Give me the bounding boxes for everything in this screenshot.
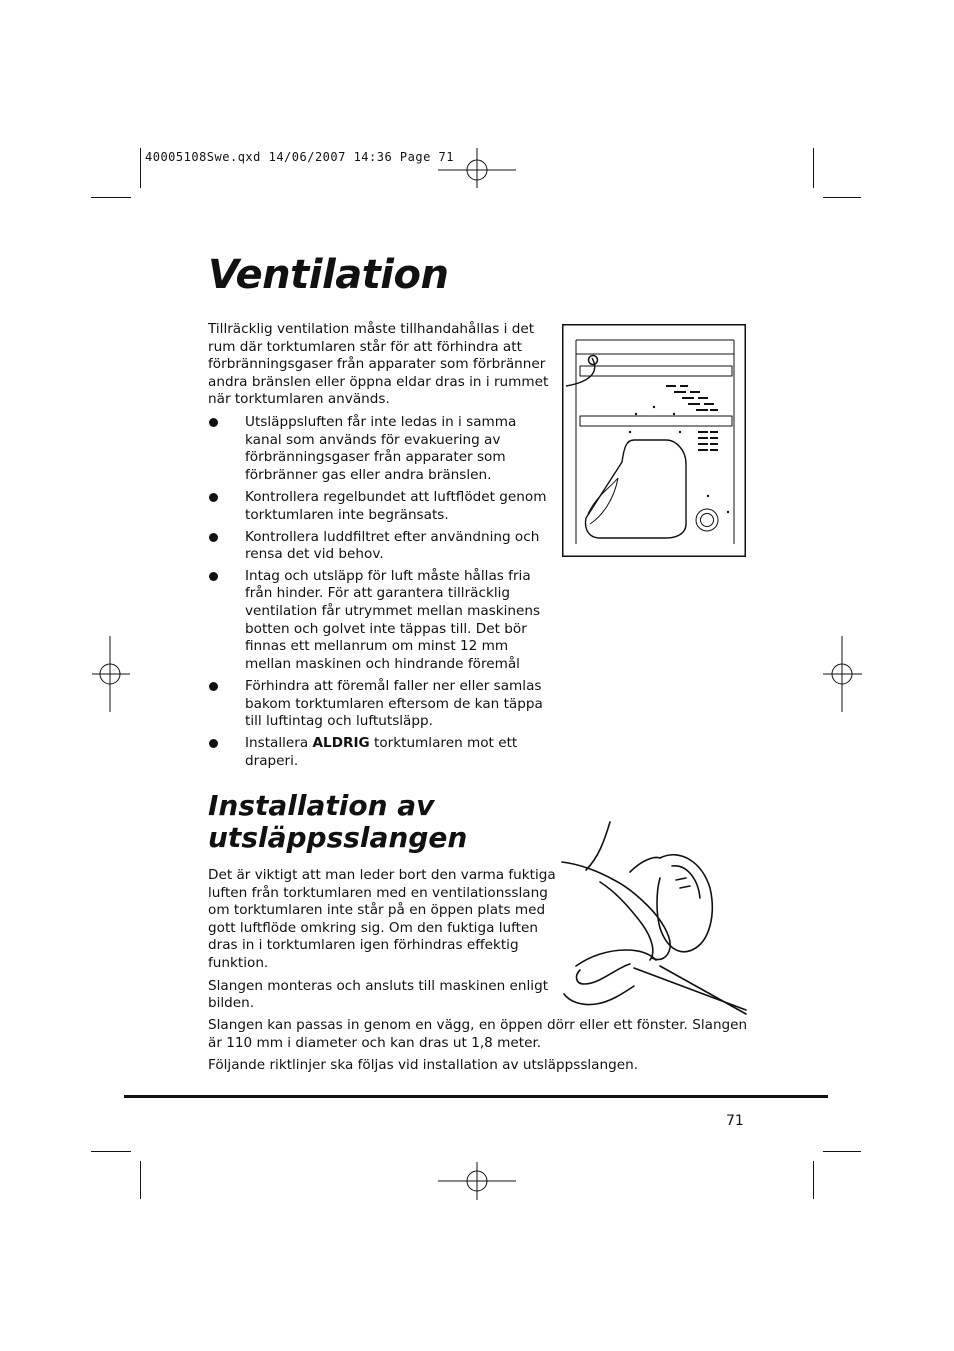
list-item: Kontrollera luddfiltret efter användning och rensa det vid behov.: [208, 529, 552, 564]
list-item: Installera ALDRIG torktumlaren mot ett draperi.: [208, 735, 552, 770]
paragraph: Slangen monteras och ansluts till maskinen enligt bilden.: [208, 977, 549, 1012]
installation-body-wide: [208, 1017, 748, 1075]
bullet-icon: [209, 682, 218, 691]
list-item: Förhindra att föremål faller ner eller samlas bakom torktumlaren eftersom de kan täppa till luftintag och luftutsläpp.: [208, 678, 552, 731]
page-number: 71: [726, 1113, 744, 1129]
paragraph: Slangen kan passas in genom en vägg, en öppen dörr eller ett fönster. Slangen är 110 mm i diameter och kan dras ut 1,8 meter.: [208, 1017, 748, 1051]
hose-installation-illustration: [560, 818, 750, 1018]
footer-rule: [124, 1095, 828, 1098]
bullet-icon: [209, 739, 218, 748]
list-item: Utsläppsluften får inte ledas in i samma kanal som används för evakuering av förbränningsgaser från apparater som förbränner gas eller andra bränslen.: [208, 414, 552, 484]
bullet-icon: [209, 533, 218, 542]
ventilation-body: [208, 321, 552, 770]
bullet-list: [208, 414, 552, 770]
intro-paragraph: Tillräcklig ventilation måste tillhandahållas i det rum där torktumlaren står för att förhindra att förbränningsgaser från apparater som förbränner andra bränslen eller öppna eldar dras in i rummet när torktumlaren används.: [208, 321, 549, 408]
page-title: Ventilation: [208, 252, 449, 298]
installation-body: [208, 867, 564, 1013]
dryer-illustration: [562, 324, 746, 558]
emphasis-never: ALDRIG: [312, 735, 370, 752]
bullet-icon: [209, 493, 218, 502]
list-item: Intag och utsläpp för luft måste hållas fria från hinder. För att garantera tillräcklig ventilation får utrymmet mellan maskinens botten och golvet inte täppas till. Det bör finnas ett mellanrum om minst 12 mm mellan maskinen och hindrande föremål: [208, 568, 552, 674]
print-slug: 40005108Swe.qxd 14/06/2007 14:36 Page 71: [145, 150, 454, 164]
section-title: Installation av utsläppsslangen: [208, 789, 468, 854]
bullet-icon: [209, 572, 218, 581]
list-item: Kontrollera regelbundet att luftflödet genom torktumlaren inte begränsats.: [208, 489, 552, 524]
paragraph: Följande riktlinjer ska följas vid installation av utsläppsslangen.: [208, 1057, 639, 1074]
paragraph: Det är viktigt att man leder bort den varma fuktiga luften från torktumlaren med en ventilationsslang om torktumlaren inte står på en öppen plats med gott luftflöde omkring sig. Om den fuktiga luften dras in i torktumlaren igen förhindras effektig funktion.: [208, 867, 556, 971]
bullet-icon: [209, 418, 218, 427]
